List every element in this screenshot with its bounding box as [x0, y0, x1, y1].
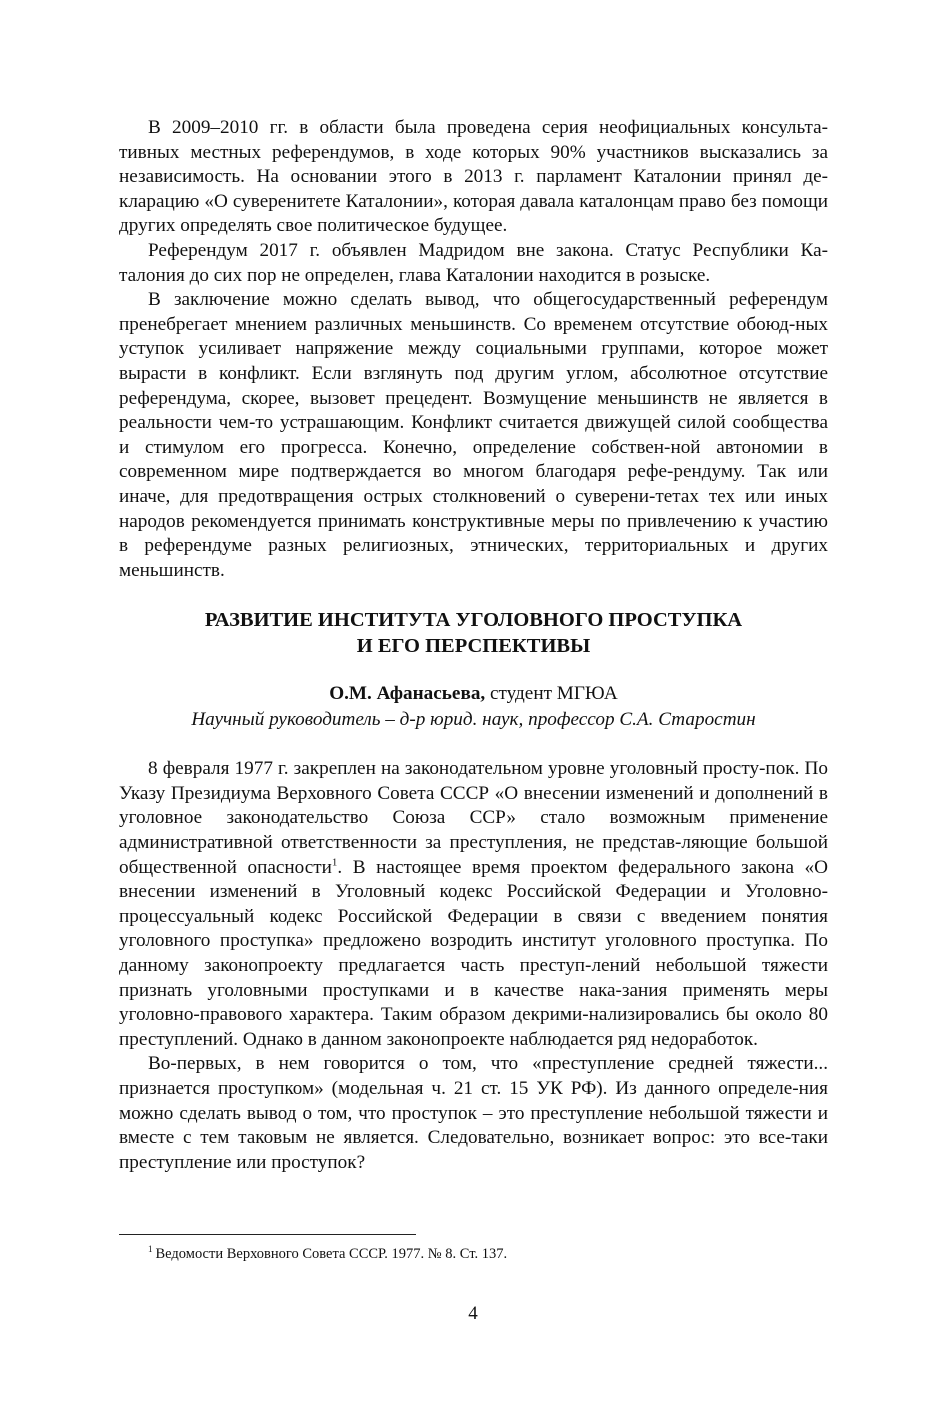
intro-text-before-note: 8 февраля 1977 г. закреплен на законодательном уровне уголовный просту-пок. По Указу Президиума Верховного Совета СССР «О внесении изменений и дополнений в уголовное законодательство Союза ССР» стало возможным применение административной ответственности за преступления, не представ-ляющие большой общественной опасности — [119, 758, 828, 878]
scientific-advisor: Научный руководитель – д-р юрид. наук, профессор С.А. Старостин — [191, 709, 756, 731]
article-title-line-1: РАЗВИТИЕ ИНСТИТУТА УГОЛОВНОГО ПРОСТУПКА — [204, 609, 743, 632]
footnote-mark: 1 — [148, 1244, 153, 1255]
paragraph-referendums-2009: В 2009–2010 гг. в области была проведена серия неофициальных консульта-тивных местных референдумов, в ходе которых 90% участников высказались за независимость. На основании этого в 2013 г. парламент Каталонии принял де-кларацию «О суверенитете Каталонии», которая давала каталонцам право без помощи других определять свое политическое будущее. — [119, 117, 828, 237]
author-line — [119, 681, 828, 707]
footnote-reference[interactable]: 1 — [331, 856, 338, 869]
intro-text-after-note: . В настоящее время проектом федерального закона «О внесении изменений в Уголовный кодекс Российской Федерации и Уголовно-процессуальный кодекс Российской Федерации в связи с введением понятия уголовного проступка» предложено возродить институт уголовного проступка. По данному законопроекту предлагается часть преступ-лений небольшой тяжести признать уголовными проступками и в качестве нака-зания применять меры уголовно-правового характера. Таким образом декрими-нализировались бы около 80 преступлений. Однако в данном законопроекте наблюдается ряд недоработок. — [119, 856, 828, 1050]
paragraph-conclusion: В заключение можно сделать вывод, что общегосударственный референдум пренебрегает мнением различных меньшинств. Со временем отсутствие обоюд-ных уступок усиливает напряжение между социальными группами, которое может вырасти в конфликт. Если взглянуть под другим углом, абсолютное отсутствие референдума, скорее, вызовет прецедент. Возмущение меньшинств не является в реальности чем-то устрашающим. Конфликт считается движущей силой сообщества и стимулом его прогресса. Конечно, определение собствен-ной автономии в современном мире подтверждается во многом благодаря рефе-рендуму. Так или иначе, для предотвращения острых столкновений о суверени-тетах тех или иных народов рекомендуется принимать конструктивные меры по привлечению к участию в референдуме разных религиозных, этнических, территориальных и других меньшинств. — [119, 289, 828, 581]
article-title-line-2: И ЕГО ПЕРСПЕКТИВЫ — [356, 635, 591, 658]
page-body — [119, 116, 828, 1175]
footnote-text: Ведомости Верховного Совета СССР. 1977. № 8. Ст. 137. — [155, 1246, 508, 1262]
author-name: О.М. Афанасьева, — [329, 683, 486, 705]
spacer — [119, 733, 828, 757]
page-number: 4 — [468, 1303, 478, 1324]
author-role: студент МГЮА — [485, 683, 618, 705]
footnote-separator — [119, 1234, 416, 1235]
footnote — [148, 1244, 828, 1264]
article-title — [119, 607, 828, 659]
paragraph-referendum-2017: Референдум 2017 г. объявлен Мадридом вне закона. Статус Республики Ка-талония до сих пор не определен, глава Каталонии находится в розыске. — [119, 239, 828, 286]
paragraph-firstly: Во-первых, в нем говорится о том, что «преступление средней тяжести... признается проступком» (модельная ч. 21 ст. 15 УК РФ). Из данного определе-ния можно сделать вывод о том, что проступок – это преступление небольшой тяжести и вместе с тем таковым не является. Следовательно, возникает вопрос: это все-таки преступление или проступок? — [119, 1053, 828, 1173]
paragraph-article-intro — [119, 757, 828, 1052]
